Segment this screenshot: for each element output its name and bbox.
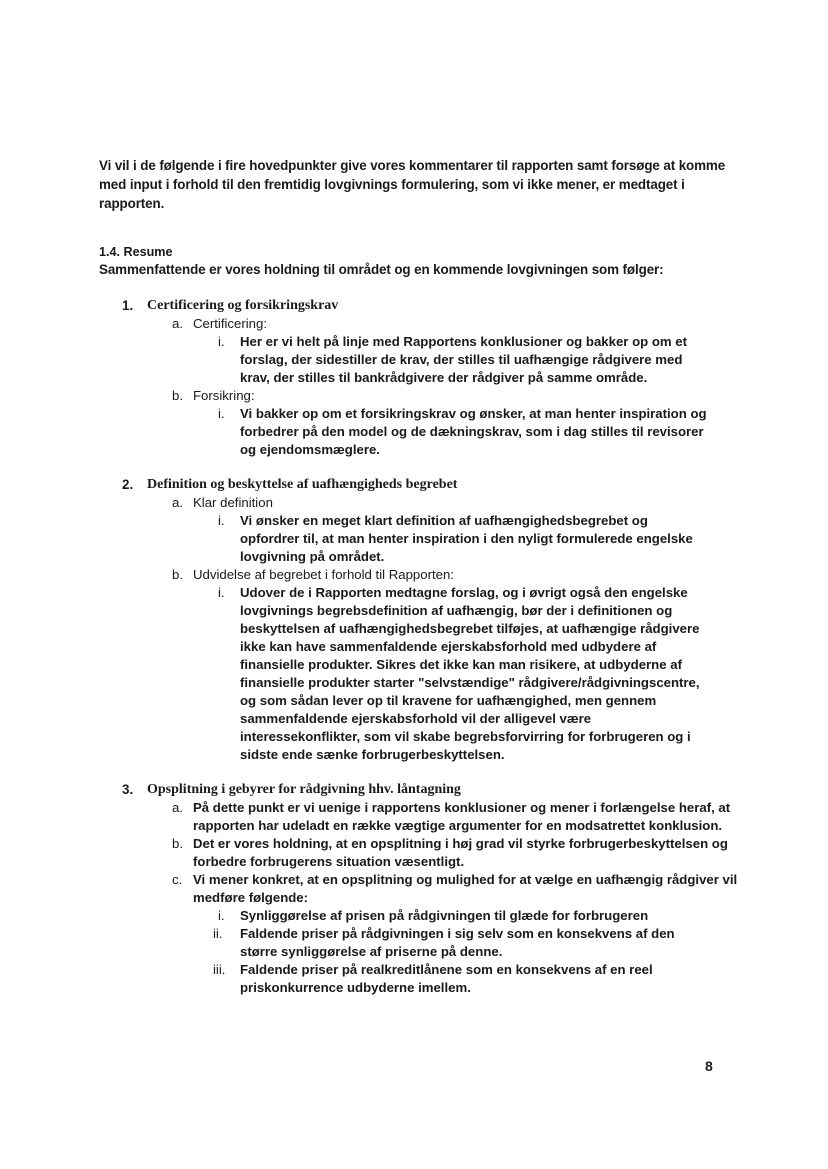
subsection (0, 566, 828, 584)
item-number: i. (218, 406, 225, 421)
item-number: ii. (213, 926, 223, 941)
subsection-label: Udvidelse af begrebet i forhold til Rapporten: (193, 567, 454, 582)
subsection (0, 315, 828, 333)
list-item (0, 961, 828, 997)
item-text: Faldende priser på rådgivningen i sig selv som en konsekvens af den større synliggørelse af priserne på denne. (240, 926, 675, 959)
section-title: Opsplitning i gebyrer for rådgivning hhv. låntagning (147, 782, 461, 797)
item-text: Vi ønsker en meget klart definition af uafhængighedsbegrebet og opfordrer til, at man henter inspiration i den nyligt formulerede engelske lovgivning på området. (240, 513, 693, 564)
page-number: 8 (705, 1058, 713, 1074)
subsection (0, 835, 828, 871)
subsection-text: På dette punkt er vi uenige i rapportens konklusioner og mener i forlængelse heraf, at rapporten har udeladt en række vægtige argumenter for en modsatrettet konklusion. (193, 800, 731, 833)
subsection-letter: a. (172, 800, 183, 815)
list-item (0, 405, 828, 459)
list-item (0, 925, 828, 961)
subsection (0, 871, 828, 907)
subsection-letter: b. (172, 836, 183, 851)
list-item (0, 907, 828, 925)
subsection (0, 387, 828, 405)
item-text: Her er vi helt på linje med Rapportens konklusioner og bakker op om et forslag, der sidestiller de krav, der stilles til uafhængige rådgivere med krav, der stilles til bankrådgivere der rådgiver på samme område. (240, 334, 688, 385)
item-text: Faldende priser på realkreditlånene som en konsekvens af en reel priskonkurrence udbyderne imellem. (240, 962, 653, 995)
subsection-label: Forsikring: (193, 388, 255, 403)
item-text: Udover de i Rapporten medtagne forslag, og i øvrigt også den engelske lovgivnings begrebsdefinition af uafhængig, bør der i definitionen og beskyttelsen af uafhængighedsbegrebet tilføjes, at uafhængige rådgivere ikke kan have sammenfaldende ejerskabsforhold med udbydere af finansielle produkter. Sikres det ikke kan man risikere, at udbyderne af finansielle produkter starter "selvstændige" rådgivere/rådgivningscentre, og som sådan lever op til kravene for uafhængighed, men gennem sammenfaldende ejerskabsforhold vil der alligevel være interessekonflikter, som vil skabe begrebsforvirring for forbrugeren og i sidste ende sænke forbrugerbeskyttelsen. (240, 585, 700, 762)
section-3 (0, 780, 828, 997)
subsection-label: Klar definition (193, 495, 273, 510)
item-number: i. (218, 908, 225, 923)
subsection (0, 799, 828, 835)
section-number: 2. (122, 477, 134, 492)
item-number: i. (218, 585, 225, 600)
subsection-letter: b. (172, 388, 183, 403)
subsection-text: Det er vores holdning, at en opsplitning i høj grad vil styrke forbrugerbeskyttelsen og forbedre forbrugerens situation væsentligt. (193, 836, 728, 869)
subsection-label: Certificering: (193, 316, 268, 331)
outline-list (0, 296, 828, 997)
subsection (0, 494, 828, 512)
list-item (0, 333, 828, 387)
section-title: Definition og beskyttelse af uafhængigheds begrebet (147, 477, 458, 492)
item-number: i. (218, 334, 225, 349)
subsection-letter: b. (172, 567, 183, 582)
item-text: Vi bakker op om et forsikringskrav og ønsker, at man henter inspiration og forbedrer på den model og de dækningskrav, som i dag stilles til revisorer og ejendomsmæglere. (240, 406, 707, 457)
section-number: 1. (122, 298, 134, 313)
subsection-letter: a. (172, 316, 183, 331)
item-text: Synliggørelse af prisen på rådgivningen til glæde for forbrugeren (240, 908, 649, 923)
item-number: i. (218, 513, 225, 528)
section-number: 3. (122, 782, 134, 797)
subsection-letter: c. (172, 872, 183, 887)
item-number: iii. (213, 962, 226, 977)
list-item (0, 584, 828, 764)
list-item (0, 512, 828, 566)
section-2 (0, 475, 828, 764)
section-1 (0, 296, 828, 459)
section-title: Certificering og forsikringskrav (147, 298, 339, 313)
subsection-letter: a. (172, 495, 183, 510)
subsection-text: Vi mener konkret, at en opsplitning og mulighed for at vælge en uafhængig rådgiver vil medføre følgende: (193, 872, 738, 905)
intro-paragraph: Vi vil i de følgende i fire hovedpunkter give vores kommentarer til rapporten samt forsøge at komme med input i forhold til den fremtidig lovgivnings formulering, som vi ikke mener, er medtaget i rapporten. (99, 158, 726, 211)
resume-heading: 1.4. Resume (99, 245, 173, 259)
resume-text: Sammenfattende er vores holdning til området og en kommende lovgivningen som følger: (99, 262, 664, 277)
